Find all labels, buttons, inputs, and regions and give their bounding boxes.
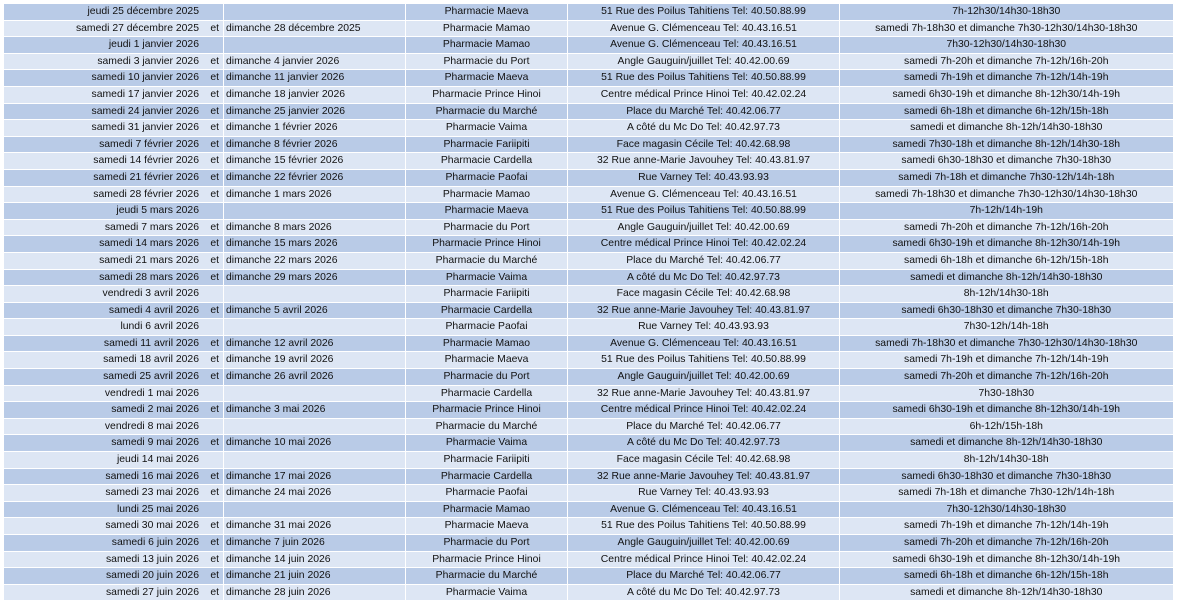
pharmacy-address: Avenue G. Clémenceau Tel: 40.43.16.51 [568, 335, 840, 352]
first-date-cell [4, 53, 224, 70]
pharmacy-name: Pharmacie Mamao [406, 37, 568, 54]
pharmacy-name: Pharmacie Paofai [406, 169, 568, 186]
first-date: samedi 13 juin 2026 [106, 554, 199, 565]
table-row [4, 468, 1173, 485]
pharmacy-name: Pharmacie du Marché [406, 418, 568, 435]
first-date-cell [4, 269, 224, 286]
et-connector: et [210, 435, 219, 451]
second-date: dimanche 22 février 2026 [224, 169, 406, 186]
pharmacy-address: A côté du Mc Do Tel: 40.42.97.73 [568, 584, 840, 600]
opening-hours: 7h30-12h/14h-18h [840, 319, 1173, 336]
second-date: dimanche 5 avril 2026 [224, 302, 406, 319]
first-date-cell [4, 236, 224, 253]
opening-hours: samedi 6h-18h et dimanche 6h-12h/15h-18h [840, 568, 1173, 585]
first-date-cell [4, 518, 224, 535]
pharmacy-name: Pharmacie Prince Hinoi [406, 402, 568, 419]
pharmacy-name: Pharmacie du Port [406, 53, 568, 70]
table-row [4, 485, 1173, 502]
table-row [4, 252, 1173, 269]
second-date: dimanche 3 mai 2026 [224, 402, 406, 419]
opening-hours: samedi 7h-18h et dimanche 7h30-12h/14h-18h [840, 169, 1173, 186]
et-connector: et [210, 104, 219, 120]
table-row [4, 335, 1173, 352]
pharmacy-address: Centre médical Prince Hinoi Tel: 40.42.02.24 [568, 236, 840, 253]
pharmacy-name: Pharmacie Maeva [406, 203, 568, 220]
opening-hours: 8h-12h/14h30-18h [840, 286, 1173, 303]
pharmacy-name: Pharmacie Paofai [406, 319, 568, 336]
et-connector: et [210, 336, 219, 352]
pharmacy-address: A côté du Mc Do Tel: 40.42.97.73 [568, 269, 840, 286]
first-date: jeudi 5 mars 2026 [116, 205, 199, 216]
opening-hours: samedi 6h30-19h et dimanche 8h-12h30/14h-19h [840, 402, 1173, 419]
pharmacy-address: Centre médical Prince Hinoi Tel: 40.42.02.24 [568, 551, 840, 568]
pharmacy-address: Face magasin Cécile Tel: 40.42.68.98 [568, 136, 840, 153]
second-date: dimanche 19 avril 2026 [224, 352, 406, 369]
second-date: dimanche 17 mai 2026 [224, 468, 406, 485]
first-date: samedi 27 décembre 2025 [76, 23, 199, 34]
second-date: dimanche 12 avril 2026 [224, 335, 406, 352]
second-date: dimanche 22 mars 2026 [224, 252, 406, 269]
et-connector: et [210, 369, 219, 385]
opening-hours: samedi 7h-19h et dimanche 7h-12h/14h-19h [840, 70, 1173, 87]
opening-hours: samedi 6h30-18h30 et dimanche 7h30-18h30 [840, 302, 1173, 319]
first-date: samedi 18 avril 2026 [103, 354, 199, 365]
pharmacy-name: Pharmacie du Port [406, 369, 568, 386]
second-date: dimanche 15 mars 2026 [224, 236, 406, 253]
opening-hours: 7h30-12h30/14h30-18h30 [840, 37, 1173, 54]
pharmacy-address: A côté du Mc Do Tel: 40.42.97.73 [568, 120, 840, 137]
pharmacy-address: 51 Rue des Poilus Tahitiens Tel: 40.50.88.99 [568, 518, 840, 535]
first-date: samedi 27 juin 2026 [106, 587, 199, 598]
et-connector: et [210, 518, 219, 534]
pharmacy-name: Pharmacie Vaima [406, 120, 568, 137]
table-row [4, 203, 1173, 220]
first-date-cell [4, 286, 224, 303]
table-row [4, 369, 1173, 386]
pharmacy-name: Pharmacie Vaima [406, 435, 568, 452]
pharmacy-address: 32 Rue anne-Marie Javouhey Tel: 40.43.81.97 [568, 385, 840, 402]
pharmacy-address: Avenue G. Clémenceau Tel: 40.43.16.51 [568, 501, 840, 518]
table-row [4, 302, 1173, 319]
first-date-cell [4, 418, 224, 435]
first-date-cell [4, 252, 224, 269]
first-date: samedi 11 avril 2026 [104, 338, 199, 349]
second-date [224, 286, 406, 303]
et-connector: et [210, 21, 219, 37]
second-date [224, 385, 406, 402]
table-row [4, 169, 1173, 186]
second-date: dimanche 1 février 2026 [224, 120, 406, 137]
pharmacy-address: Angle Gauguin/juillet Tel: 40.42.00.69 [568, 53, 840, 70]
first-date-cell [4, 219, 224, 236]
second-date: dimanche 28 juin 2026 [224, 584, 406, 600]
pharmacy-name: Pharmacie Vaima [406, 584, 568, 600]
et-connector: et [210, 270, 219, 286]
first-date-cell [4, 319, 224, 336]
second-date: dimanche 10 mai 2026 [224, 435, 406, 452]
first-date: samedi 30 mai 2026 [105, 520, 199, 531]
first-date-cell [4, 103, 224, 120]
table-row [4, 452, 1173, 469]
opening-hours: samedi et dimanche 8h-12h/14h30-18h30 [840, 120, 1173, 137]
first-date: vendredi 1 mai 2026 [105, 388, 199, 399]
second-date: dimanche 15 février 2026 [224, 153, 406, 170]
first-date: lundi 6 avril 2026 [120, 321, 199, 332]
first-date-cell [4, 20, 224, 37]
table-row [4, 535, 1173, 552]
pharmacy-address: Angle Gauguin/juillet Tel: 40.42.00.69 [568, 369, 840, 386]
first-date: samedi 16 mai 2026 [105, 471, 199, 482]
pharmacy-name: Pharmacie Fariipiti [406, 286, 568, 303]
pharmacy-name: Pharmacie Fariipiti [406, 452, 568, 469]
opening-hours: samedi 7h-18h30 et dimanche 7h30-12h30/14h30-18h30 [840, 186, 1173, 203]
second-date [224, 37, 406, 54]
first-date-cell [4, 153, 224, 170]
first-date: samedi 7 mars 2026 [105, 222, 199, 233]
pharmacy-name: Pharmacie Fariipiti [406, 136, 568, 153]
first-date: samedi 21 février 2026 [93, 172, 199, 183]
pharmacy-name: Pharmacie du Marché [406, 568, 568, 585]
pharmacy-address: Angle Gauguin/juillet Tel: 40.42.00.69 [568, 219, 840, 236]
et-connector: et [210, 54, 219, 70]
first-date-cell [4, 584, 224, 600]
first-date: samedi 24 janvier 2026 [92, 106, 199, 117]
first-date: samedi 14 février 2026 [93, 155, 199, 166]
pharmacy-name: Pharmacie Cardella [406, 468, 568, 485]
first-date-cell [4, 335, 224, 352]
opening-hours: samedi 6h30-18h30 et dimanche 7h30-18h30 [840, 468, 1173, 485]
schedule-table [3, 3, 1173, 600]
et-connector: et [210, 402, 219, 418]
table-row [4, 568, 1173, 585]
opening-hours: samedi 7h-18h et dimanche 7h30-12h/14h-18h [840, 485, 1173, 502]
opening-hours: samedi 7h-20h et dimanche 7h-12h/16h-20h [840, 219, 1173, 236]
pharmacy-address: Face magasin Cécile Tel: 40.42.68.98 [568, 452, 840, 469]
opening-hours: samedi 7h-20h et dimanche 7h-12h/16h-20h [840, 369, 1173, 386]
pharmacy-address: Centre médical Prince Hinoi Tel: 40.42.02.24 [568, 402, 840, 419]
first-date: samedi 31 janvier 2026 [92, 122, 199, 133]
pharmacy-name: Pharmacie Prince Hinoi [406, 236, 568, 253]
second-date [224, 418, 406, 435]
opening-hours: 7h30-18h30 [840, 385, 1173, 402]
pharmacy-address: 32 Rue anne-Marie Javouhey Tel: 40.43.81.97 [568, 302, 840, 319]
table-row [4, 418, 1173, 435]
first-date-cell [4, 37, 224, 54]
opening-hours: samedi 7h-18h30 et dimanche 7h30-12h30/14h30-18h30 [840, 20, 1173, 37]
pharmacy-name: Pharmacie Paofai [406, 485, 568, 502]
first-date-cell [4, 169, 224, 186]
first-date: samedi 25 avril 2026 [103, 371, 199, 382]
second-date: dimanche 4 janvier 2026 [224, 53, 406, 70]
second-date [224, 203, 406, 220]
first-date-cell [4, 568, 224, 585]
pharmacy-address: Place du Marché Tel: 40.42.06.77 [568, 252, 840, 269]
second-date: dimanche 28 décembre 2025 [224, 20, 406, 37]
opening-hours: samedi et dimanche 8h-12h/14h30-18h30 [840, 435, 1173, 452]
pharmacy-name: Pharmacie Mamao [406, 20, 568, 37]
first-date: vendredi 3 avril 2026 [103, 288, 199, 299]
et-connector: et [210, 469, 219, 485]
opening-hours: samedi 7h-19h et dimanche 7h-12h/14h-19h [840, 352, 1173, 369]
opening-hours: samedi 7h-18h30 et dimanche 7h30-12h30/14h30-18h30 [840, 335, 1173, 352]
pharmacy-address: 51 Rue des Poilus Tahitiens Tel: 40.50.88.99 [568, 70, 840, 87]
pharmacy-name: Pharmacie Mamao [406, 186, 568, 203]
pharmacy-name: Pharmacie Mamao [406, 501, 568, 518]
first-date: samedi 2 mai 2026 [111, 404, 199, 415]
opening-hours: samedi 6h-18h et dimanche 6h-12h/15h-18h [840, 252, 1173, 269]
table-row [4, 236, 1173, 253]
pharmacy-name: Pharmacie Cardella [406, 385, 568, 402]
table-row [4, 352, 1173, 369]
pharmacy-name: Pharmacie Cardella [406, 153, 568, 170]
et-connector: et [210, 187, 219, 203]
opening-hours: samedi 6h30-19h et dimanche 8h-12h30/14h-19h [840, 551, 1173, 568]
et-connector: et [210, 352, 219, 368]
table-row [4, 319, 1173, 336]
table-row [4, 86, 1173, 103]
first-date-cell [4, 86, 224, 103]
table-row [4, 103, 1173, 120]
et-connector: et [210, 170, 219, 186]
first-date-cell [4, 203, 224, 220]
table-row [4, 402, 1173, 419]
opening-hours: samedi 6h30-19h et dimanche 8h-12h30/14h-19h [840, 86, 1173, 103]
second-date: dimanche 14 juin 2026 [224, 551, 406, 568]
pharmacy-address: Avenue G. Clémenceau Tel: 40.43.16.51 [568, 37, 840, 54]
opening-hours: samedi 6h30-18h30 et dimanche 7h30-18h30 [840, 153, 1173, 170]
opening-hours: 8h-12h/14h30-18h [840, 452, 1173, 469]
table-row [4, 4, 1173, 21]
pharmacy-address: 51 Rue des Poilus Tahitiens Tel: 40.50.88.99 [568, 4, 840, 21]
et-connector: et [210, 535, 219, 551]
et-connector: et [210, 485, 219, 501]
first-date: samedi 28 février 2026 [93, 189, 199, 200]
pharmacy-name: Pharmacie du Marché [406, 103, 568, 120]
first-date: samedi 10 janvier 2026 [92, 72, 199, 83]
second-date [224, 4, 406, 21]
pharmacy-address: Place du Marché Tel: 40.42.06.77 [568, 103, 840, 120]
second-date: dimanche 11 janvier 2026 [224, 70, 406, 87]
first-date-cell [4, 452, 224, 469]
opening-hours: samedi 7h30-18h et dimanche 8h-12h/14h30-18h [840, 136, 1173, 153]
first-date-cell [4, 501, 224, 518]
pharmacy-name: Pharmacie du Marché [406, 252, 568, 269]
second-date: dimanche 7 juin 2026 [224, 535, 406, 552]
first-date: samedi 17 janvier 2026 [92, 89, 199, 100]
first-date-cell [4, 4, 224, 21]
et-connector: et [210, 568, 219, 584]
first-date-cell [4, 136, 224, 153]
pharmacy-name: Pharmacie Mamao [406, 335, 568, 352]
table-row [4, 37, 1173, 54]
table-row [4, 584, 1173, 600]
pharmacy-address: Rue Varney Tel: 40.43.93.93 [568, 169, 840, 186]
pharmacy-address: Avenue G. Clémenceau Tel: 40.43.16.51 [568, 186, 840, 203]
first-date: samedi 20 juin 2026 [106, 570, 199, 581]
first-date: vendredi 8 mai 2026 [105, 421, 199, 432]
pharmacy-address: Rue Varney Tel: 40.43.93.93 [568, 319, 840, 336]
pharmacy-name: Pharmacie Prince Hinoi [406, 551, 568, 568]
table-row [4, 219, 1173, 236]
first-date-cell [4, 468, 224, 485]
first-date: jeudi 1 janvier 2026 [109, 39, 199, 50]
first-date: samedi 21 mars 2026 [99, 255, 199, 266]
first-date-cell [4, 186, 224, 203]
et-connector: et [210, 87, 219, 103]
pharmacy-address: 32 Rue anne-Marie Javouhey Tel: 40.43.81.97 [568, 468, 840, 485]
opening-hours: samedi et dimanche 8h-12h/14h30-18h30 [840, 584, 1173, 600]
et-connector: et [210, 236, 219, 252]
et-connector: et [210, 120, 219, 136]
et-connector: et [210, 552, 219, 568]
pharmacy-address: 51 Rue des Poilus Tahitiens Tel: 40.50.88.99 [568, 352, 840, 369]
opening-hours: 7h-12h/14h-19h [840, 203, 1173, 220]
table-row [4, 153, 1173, 170]
table-row [4, 551, 1173, 568]
table-row [4, 286, 1173, 303]
second-date: dimanche 18 janvier 2026 [224, 86, 406, 103]
first-date: samedi 14 mars 2026 [99, 238, 199, 249]
pharmacy-name: Pharmacie Vaima [406, 269, 568, 286]
et-connector: et [210, 70, 219, 86]
pharmacy-name: Pharmacie Maeva [406, 518, 568, 535]
opening-hours: samedi 7h-20h et dimanche 7h-12h/16h-20h [840, 535, 1173, 552]
opening-hours: samedi 7h-20h et dimanche 7h-12h/16h-20h [840, 53, 1173, 70]
table-row [4, 120, 1173, 137]
first-date: samedi 6 juin 2026 [112, 537, 199, 548]
pharmacy-address: Angle Gauguin/juillet Tel: 40.42.00.69 [568, 535, 840, 552]
pharmacy-address: Face magasin Cécile Tel: 40.42.68.98 [568, 286, 840, 303]
second-date: dimanche 31 mai 2026 [224, 518, 406, 535]
pharmacy-name: Pharmacie Maeva [406, 352, 568, 369]
second-date [224, 501, 406, 518]
opening-hours: samedi et dimanche 8h-12h/14h30-18h30 [840, 269, 1173, 286]
pharmacy-name: Pharmacie du Port [406, 219, 568, 236]
second-date [224, 452, 406, 469]
table-row [4, 501, 1173, 518]
first-date-cell [4, 535, 224, 552]
second-date: dimanche 25 janvier 2026 [224, 103, 406, 120]
table-row [4, 20, 1173, 37]
first-date-cell [4, 402, 224, 419]
first-date: jeudi 25 décembre 2025 [88, 6, 200, 17]
schedule-rows [4, 4, 1173, 600]
et-connector: et [210, 220, 219, 236]
first-date-cell [4, 385, 224, 402]
pharmacy-name: Pharmacie du Port [406, 535, 568, 552]
first-date-cell [4, 485, 224, 502]
table-row [4, 518, 1173, 535]
first-date-cell [4, 120, 224, 137]
pharmacy-address: 32 Rue anne-Marie Javouhey Tel: 40.43.81.97 [568, 153, 840, 170]
first-date-cell [4, 551, 224, 568]
first-date: lundi 25 mai 2026 [117, 504, 199, 515]
first-date: samedi 7 février 2026 [99, 139, 199, 150]
pharmacy-address: A côté du Mc Do Tel: 40.42.97.73 [568, 435, 840, 452]
et-connector: et [210, 153, 219, 169]
second-date: dimanche 1 mars 2026 [224, 186, 406, 203]
first-date-cell [4, 352, 224, 369]
first-date-cell [4, 302, 224, 319]
pharmacy-name: Pharmacie Cardella [406, 302, 568, 319]
second-date: dimanche 8 mars 2026 [224, 219, 406, 236]
pharmacy-name: Pharmacie Prince Hinoi [406, 86, 568, 103]
second-date [224, 319, 406, 336]
second-date: dimanche 21 juin 2026 [224, 568, 406, 585]
first-date: samedi 9 mai 2026 [111, 437, 199, 448]
opening-hours: 7h-12h30/14h30-18h30 [840, 4, 1173, 21]
second-date: dimanche 24 mai 2026 [224, 485, 406, 502]
et-connector: et [210, 253, 219, 269]
first-date: samedi 28 mars 2026 [99, 272, 199, 283]
second-date: dimanche 26 avril 2026 [224, 369, 406, 386]
et-connector: et [210, 303, 219, 319]
table-row [4, 136, 1173, 153]
pharmacy-address: 51 Rue des Poilus Tahitiens Tel: 40.50.88.99 [568, 203, 840, 220]
first-date-cell [4, 435, 224, 452]
opening-hours: 7h30-12h30/14h30-18h30 [840, 501, 1173, 518]
opening-hours: samedi 6h30-19h et dimanche 8h-12h30/14h-19h [840, 236, 1173, 253]
first-date: samedi 3 janvier 2026 [97, 56, 199, 67]
table-row [4, 53, 1173, 70]
first-date-cell [4, 70, 224, 87]
pharmacy-address: Centre médical Prince Hinoi Tel: 40.42.02.24 [568, 86, 840, 103]
pharmacy-name: Pharmacie Maeva [406, 4, 568, 21]
table-row [4, 70, 1173, 87]
et-connector: et [210, 137, 219, 153]
table-row [4, 435, 1173, 452]
pharmacy-schedule [3, 3, 1172, 600]
pharmacy-address: Place du Marché Tel: 40.42.06.77 [568, 568, 840, 585]
opening-hours: 6h-12h/15h-18h [840, 418, 1173, 435]
second-date: dimanche 29 mars 2026 [224, 269, 406, 286]
opening-hours: samedi 7h-19h et dimanche 7h-12h/14h-19h [840, 518, 1173, 535]
pharmacy-address: Place du Marché Tel: 40.42.06.77 [568, 418, 840, 435]
table-row [4, 269, 1173, 286]
second-date: dimanche 8 février 2026 [224, 136, 406, 153]
table-row [4, 186, 1173, 203]
pharmacy-name: Pharmacie Maeva [406, 70, 568, 87]
opening-hours: samedi 6h-18h et dimanche 6h-12h/15h-18h [840, 103, 1173, 120]
et-connector: et [210, 585, 219, 600]
table-row [4, 385, 1173, 402]
first-date: samedi 4 avril 2026 [109, 305, 199, 316]
pharmacy-address: Rue Varney Tel: 40.43.93.93 [568, 485, 840, 502]
first-date: samedi 23 mai 2026 [105, 487, 199, 498]
pharmacy-address: Avenue G. Clémenceau Tel: 40.43.16.51 [568, 20, 840, 37]
first-date-cell [4, 369, 224, 386]
first-date: jeudi 14 mai 2026 [117, 454, 199, 465]
